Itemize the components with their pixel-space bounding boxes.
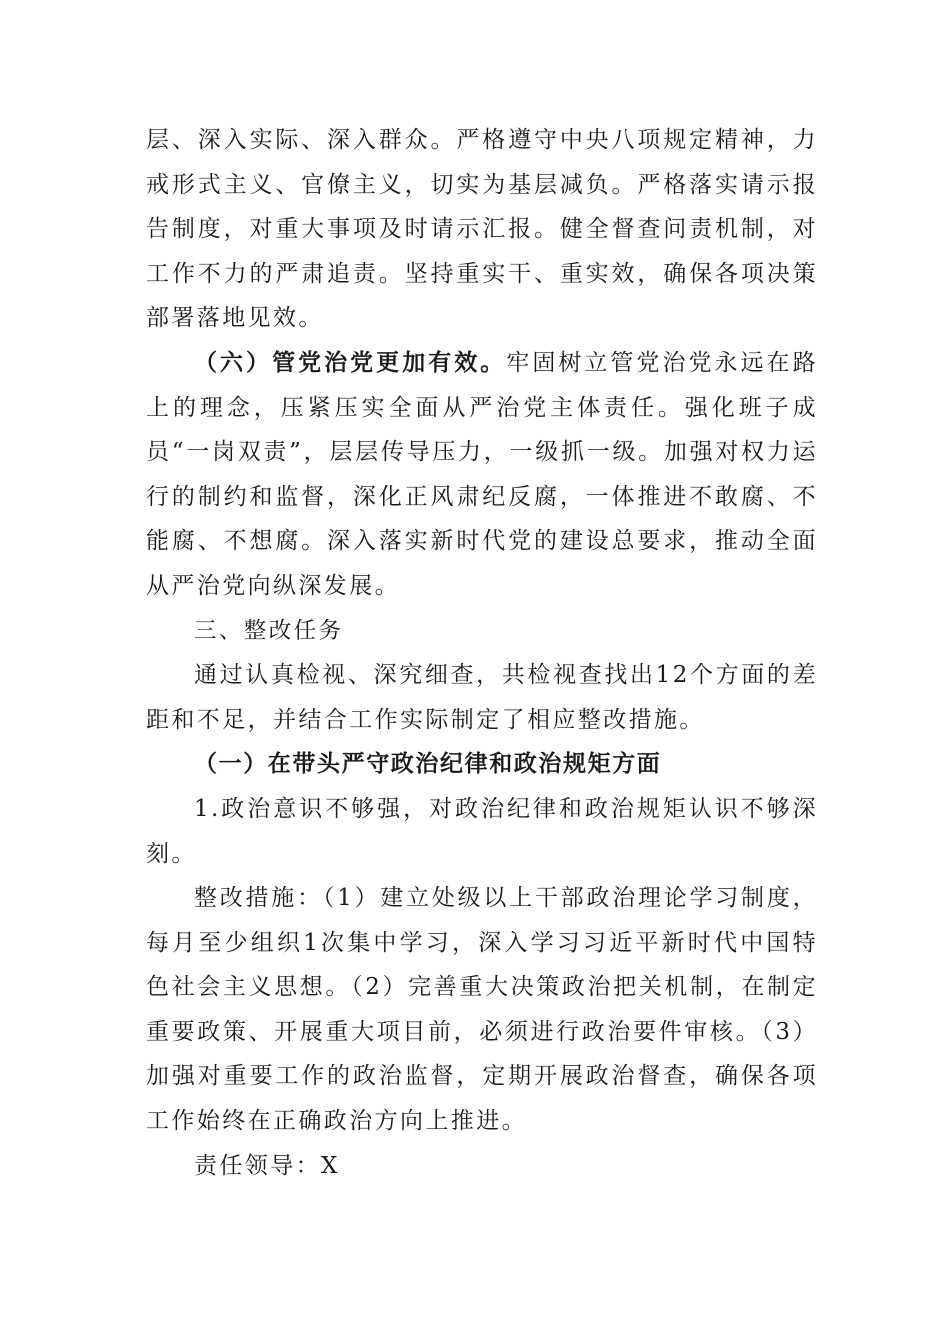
section-heading-rectification-tasks: 三、整改任务: [194, 617, 344, 644]
rectification-measures: 整改措施：（1）建立处级以上干部政治理论学习制度，每月至少组织1次集中学习，深入学习习近平新时代中国特色社会主义思想。（2）完善重大决策政治把关机制，在制定重要政策、开展重大项目前，必须进行政治要件审核。（3）加强对重要工作的政治监督，定期开展政治督查，确保各项工作始终在正确政治方向上推进。: [146, 885, 818, 1135]
paragraph-continuation: 层、深入实际、深入群众。严格遵守中央八项规定精神，力戒形式主义、官僚主义，切实为基层减负。严格落实请示报告制度，对重大事项及时请示汇报。健全督查问责机制，对工作不力的严肃追责。坚持重实干、重实效，确保各项决策部署落地见效。: [146, 127, 818, 332]
subsection-heading-political-discipline: （一）在带头严守政治纪律和政治规矩方面: [194, 750, 662, 778]
issue-item-1: 1.政治意识不够强，对政治纪律和政治规矩认识不够深刻。: [146, 795, 818, 867]
section-six-lead: （六）管党治党更加有效。: [194, 348, 507, 376]
intro-paragraph: 通过认真检视、深究细查，共检视查找出12个方面的差距和不足，并结合工作实际制定了相应整改措施。: [146, 662, 818, 733]
section-six-body: 牢固树立管党治党永远在路上的理念，压紧压实全面从严治党主体责任。强化班子成员“一岗双责”，层层传导压力，一级抓一级。加强对权力运行的制约和监督，深化正风肃纪反腐，一体推进不敢腐、不能腐、不想腐。深入落实新时代党的建设总要求，推动全面从严治党向纵深发展。: [146, 349, 818, 599]
responsible-leader: 责任领导：X: [194, 1152, 340, 1179]
section-six-paragraph: [146, 341, 818, 609]
document-page: [146, 118, 818, 1188]
